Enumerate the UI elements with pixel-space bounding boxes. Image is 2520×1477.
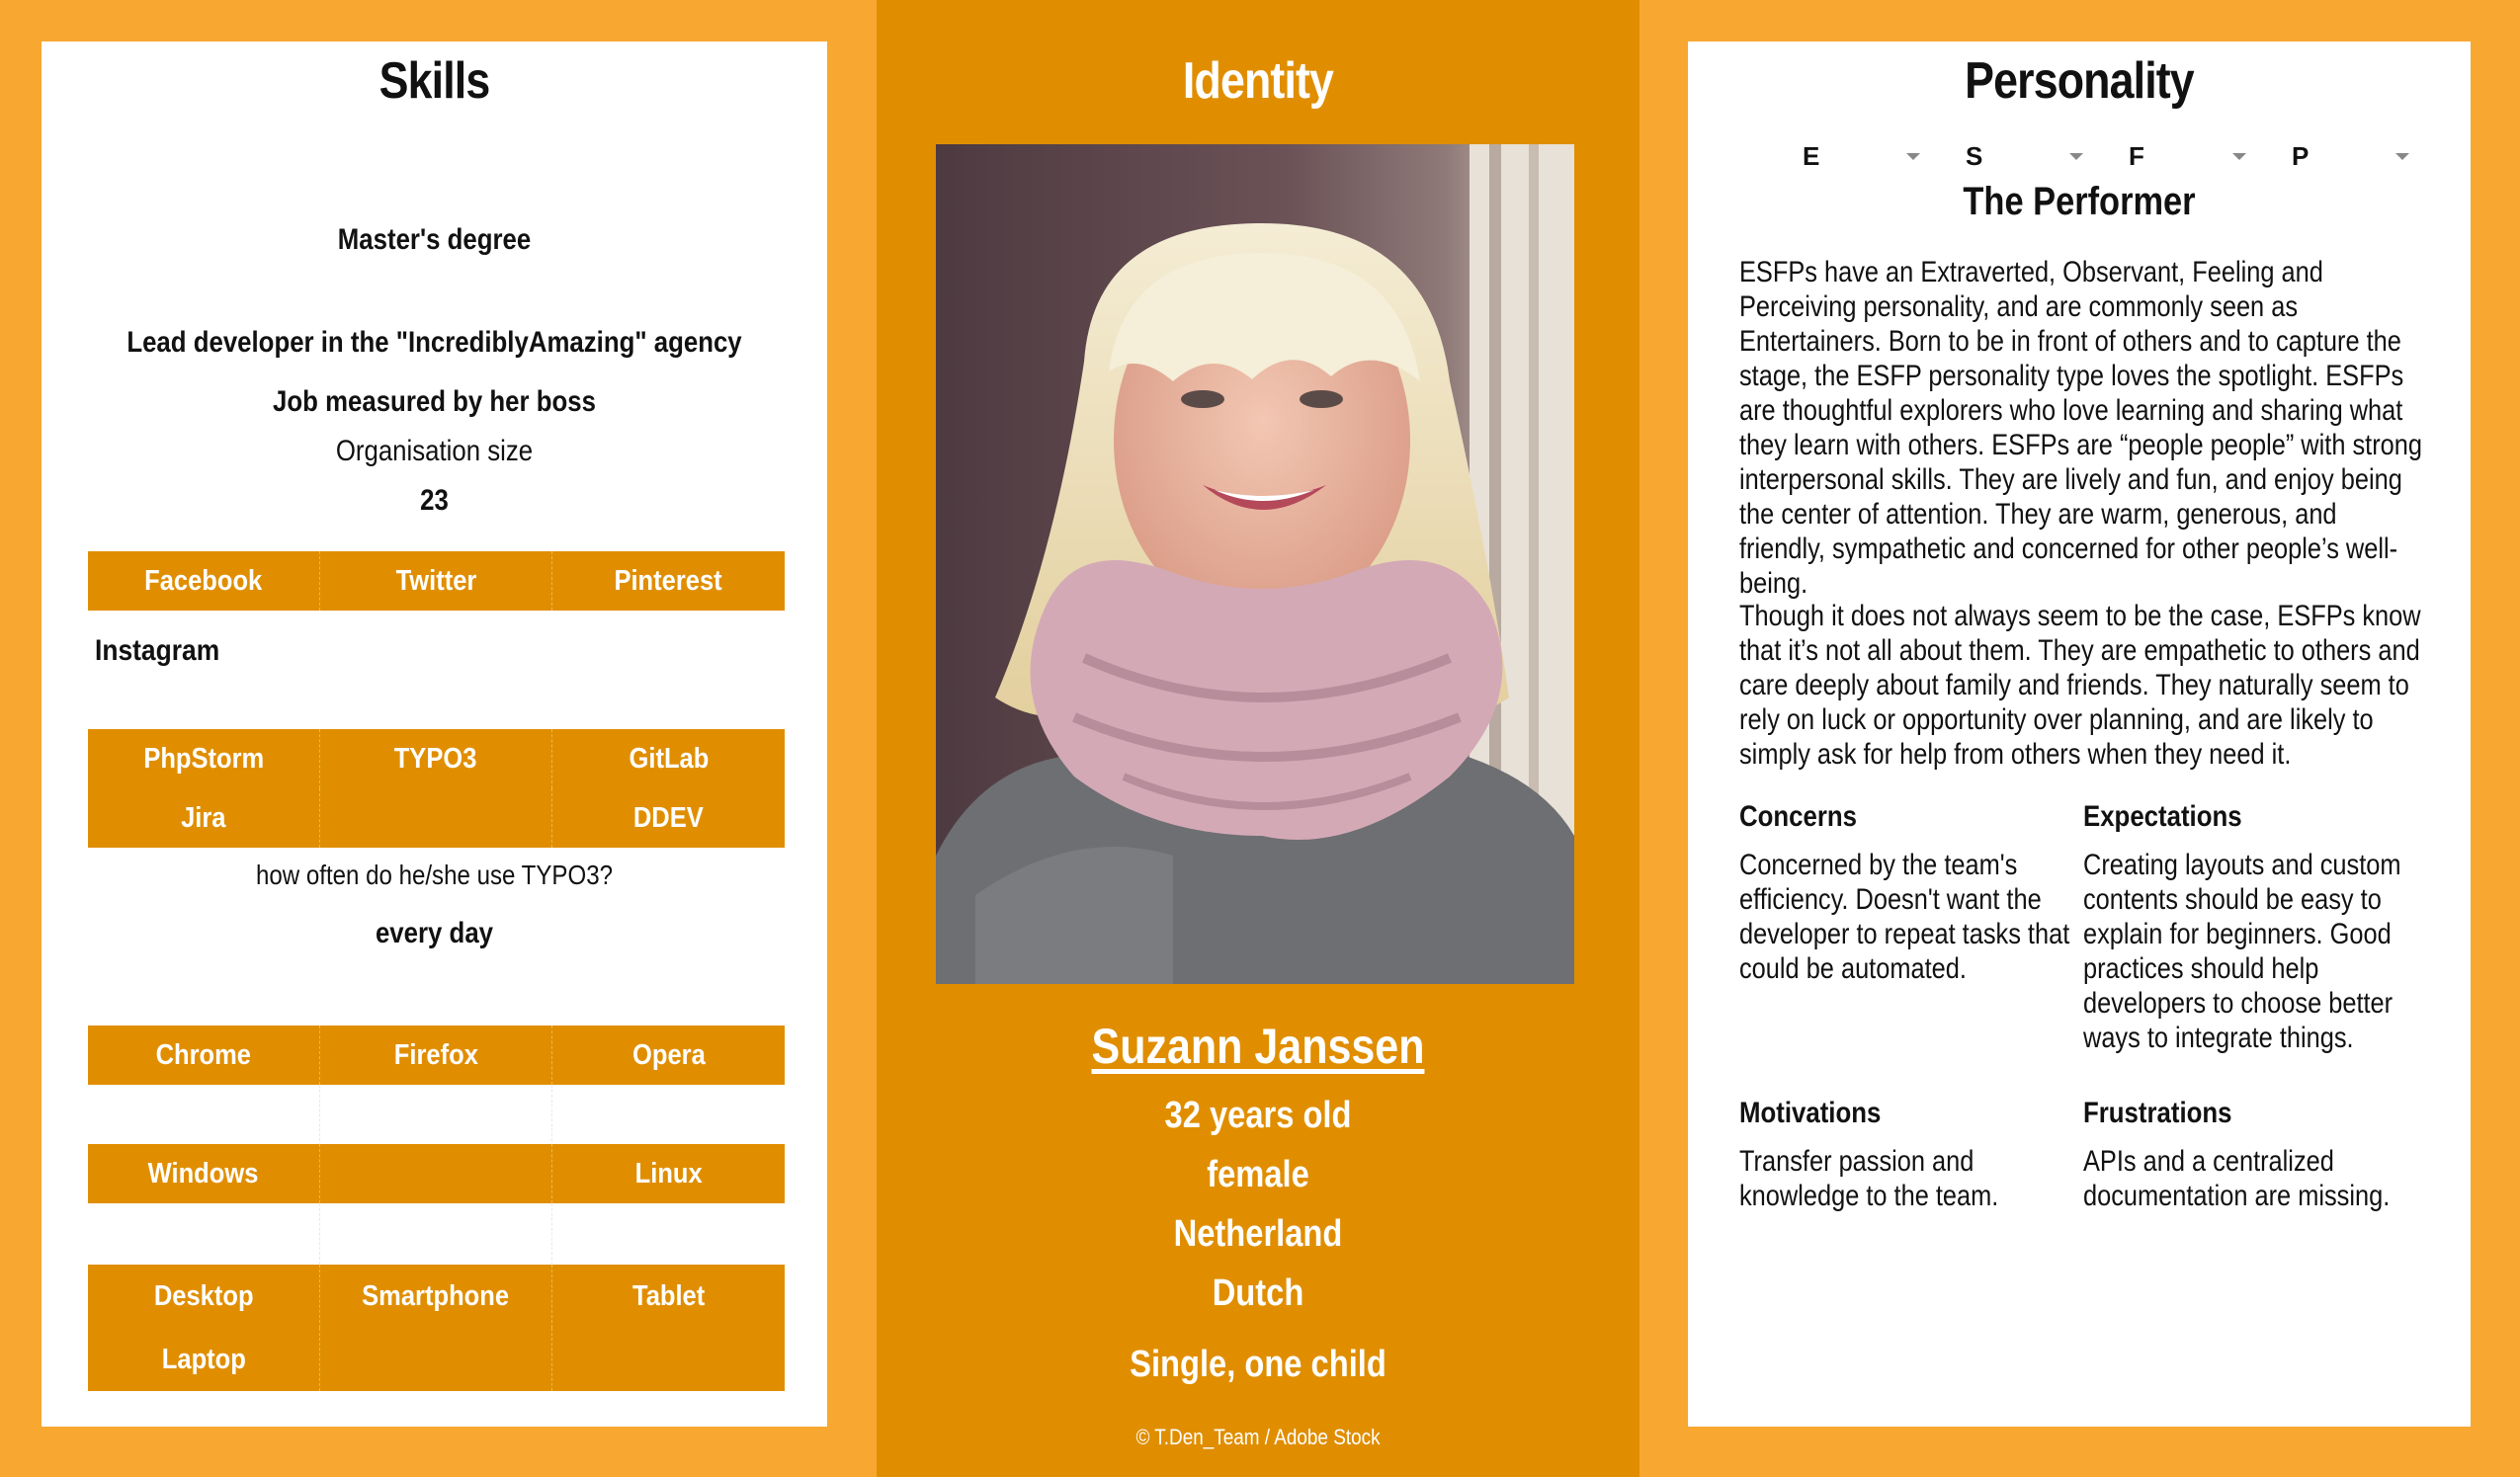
persona-country: Netherland	[1173, 1213, 1343, 1255]
photo-credit: © T.Den_Team / Adobe Stock	[1135, 1425, 1381, 1449]
skills-title: Skills	[378, 52, 490, 110]
chevron-down-icon	[1906, 153, 1920, 160]
frustrations-text: APIs and a centralized documentation are missing.	[2083, 1145, 2391, 1212]
personality-type-name: The Performer	[1963, 180, 2196, 223]
job-title: Lead developer in the "IncrediblyAmazing" agency	[126, 326, 742, 359]
org-size-label: Organisation size	[335, 435, 534, 467]
social-chip: Facebook	[88, 551, 320, 611]
spacer-row	[88, 1203, 785, 1265]
persona-age: 32 years old	[1164, 1095, 1352, 1136]
device-chip	[552, 1328, 785, 1391]
device-chip: Desktop	[88, 1265, 320, 1328]
os-chip	[320, 1144, 552, 1203]
frustrations-title: Frustrations	[2083, 1097, 2232, 1129]
persona-name[interactable]: Suzann Janssen	[1091, 1019, 1425, 1074]
expectations-text: Creating layouts and custom contents should be easy to explain for beginners. Good practices should help developers to choose better ways to integrate things.	[2083, 849, 2401, 1054]
device-chip	[320, 1328, 552, 1391]
device-chip: Smartphone	[320, 1265, 552, 1328]
mbti-selectors	[1775, 136, 2427, 176]
personality-panel	[1688, 41, 2471, 1427]
chevron-down-icon	[2395, 153, 2409, 160]
tool-chip: GitLab	[629, 743, 709, 775]
identity-title: Identity	[1182, 52, 1334, 110]
motivations-text: Transfer passion and knowledge to the team.	[1739, 1145, 1999, 1212]
tool-chip	[320, 788, 552, 848]
usage-question: how often do he/she use TYPO3?	[255, 860, 614, 890]
concerns-title: Concerns	[1739, 800, 1858, 833]
personality-description-2: Though it does not always seem to be the case, ESFPs know that it’s not all about them. They are empathetic to others and care deeply about family and friends. They naturally seem to rely on luck or opportunity over planning, and are likely to simply ask for help from others when they need it.	[1739, 600, 2421, 771]
identity-panel	[877, 0, 1639, 1477]
persona-nationality: Dutch	[1212, 1272, 1304, 1314]
social-chip: Twitter	[320, 551, 552, 611]
skills-panel	[42, 41, 827, 1427]
tool-chip: TYPO3	[320, 729, 552, 788]
browser-chip: Chrome	[88, 1026, 320, 1085]
social-networks	[88, 551, 785, 611]
personality-title: Personality	[1965, 52, 2194, 110]
mbti-select-p[interactable]: P	[2264, 136, 2427, 176]
persona-photo	[936, 144, 1574, 984]
education: Master's degree	[337, 223, 532, 256]
device-chip: Tablet	[631, 1280, 706, 1312]
persona-gender: female	[1207, 1154, 1309, 1195]
mbti-select-s[interactable]: S	[1938, 136, 2101, 176]
personality-description-1: ESFPs have an Extraverted, Observant, Feeling and Perceiving personality, and are commonly seen as Entertainers. Born to be in front of others and to capture the stage, the ESFP personality type loves the spotlight. ESFPs are thoughtful explorers who love learning and sharing what they learn with others. ESFPs are “people people” with strong interpersonal skills. They are lively and fun, and enjoy being the center of attention. They are warm, generous, and friendly, sympathetic and concerned for other people’s well-being.	[1739, 256, 2422, 600]
org-size-value: 23	[420, 484, 449, 517]
social-chip: Pinterest	[614, 565, 723, 597]
motivations-title: Motivations	[1739, 1097, 1882, 1129]
persona-family: Single, one child	[1130, 1344, 1386, 1385]
expectations-title: Expectations	[2083, 800, 2242, 833]
chevron-down-icon	[2232, 153, 2246, 160]
os-chip: Windows	[88, 1144, 320, 1203]
browsers	[88, 1026, 785, 1085]
devices	[88, 1265, 785, 1391]
device-chip: Laptop	[88, 1328, 320, 1391]
os-chip: Linux	[634, 1158, 703, 1190]
job-measure: Job measured by her boss	[273, 385, 596, 418]
tools	[88, 729, 785, 848]
browser-chip: Opera	[631, 1039, 706, 1071]
usage-answer: every day	[375, 917, 494, 949]
concerns-text: Concerned by the team's efficiency. Doesn't want the developer to repeat tasks that could be automated.	[1739, 849, 2070, 985]
mbti-select-e[interactable]: E	[1775, 136, 1938, 176]
social-extra: Instagram	[95, 634, 220, 667]
browser-chip: Firefox	[320, 1026, 552, 1085]
spacer-row	[88, 1085, 785, 1146]
tool-chip: PhpStorm	[88, 729, 320, 788]
tool-chip: Jira	[88, 788, 320, 848]
tool-chip: DDEV	[633, 802, 704, 834]
chevron-down-icon	[2069, 153, 2083, 160]
operating-systems	[88, 1144, 785, 1203]
mbti-select-f[interactable]: F	[2101, 136, 2264, 176]
